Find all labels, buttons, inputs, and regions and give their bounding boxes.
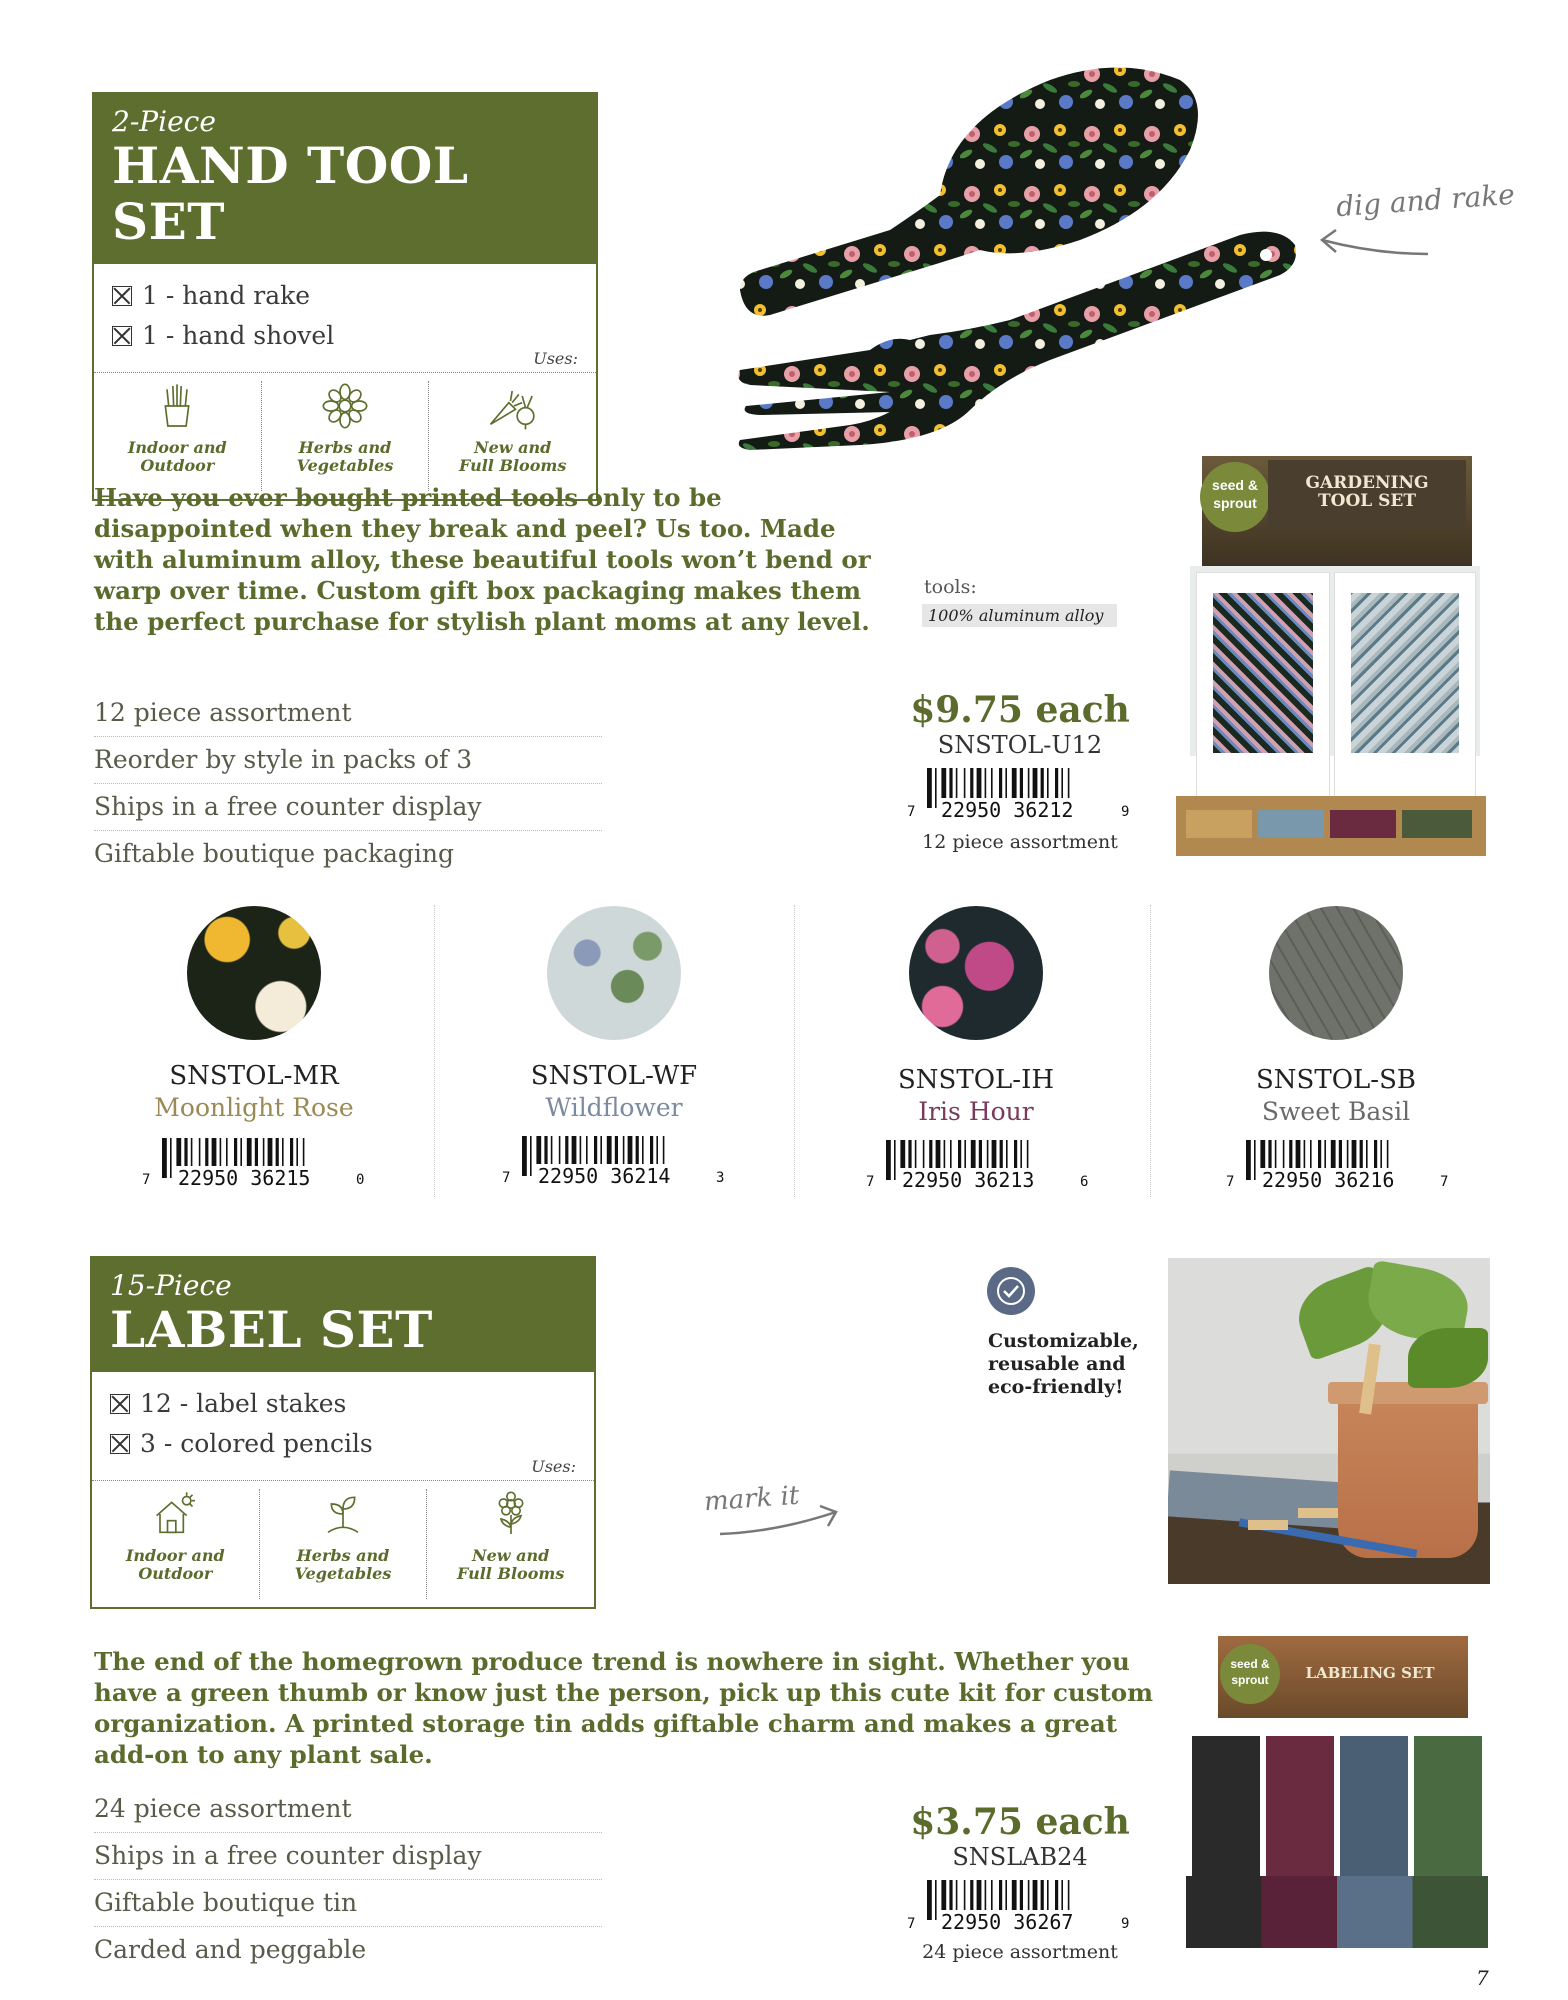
hand-tool-contents bbox=[94, 264, 596, 372]
hand-tool-header bbox=[94, 94, 596, 264]
use-herbs-vegetables: Herbs and Vegetables bbox=[262, 381, 430, 491]
hand-tool-title: HAND TOOL SET bbox=[112, 136, 469, 251]
seed-sprout-logo: seed & sprout bbox=[1200, 462, 1270, 532]
uses-row bbox=[94, 372, 596, 499]
feature-item: Giftable boutique tin bbox=[94, 1880, 602, 1927]
barcode: 7 22950 36213 6 bbox=[864, 1140, 1094, 1190]
label-set-contents bbox=[92, 1372, 594, 1480]
contents-item: 1 - hand rake bbox=[112, 276, 578, 316]
contents-item: 12 - label stakes bbox=[110, 1384, 576, 1424]
swatch-iris-hour bbox=[826, 906, 1126, 1128]
feature-item: 24 piece assortment bbox=[94, 1786, 602, 1833]
plant-label-photo bbox=[1168, 1258, 1490, 1584]
swatch-moonlight-rose bbox=[104, 906, 404, 1124]
label-set-features bbox=[94, 1786, 602, 1973]
swatch-sku: SNSTOL-WF bbox=[530, 1061, 698, 1091]
uses-label: Uses: bbox=[531, 1457, 576, 1476]
label-set-pieces: 15-Piece bbox=[110, 1269, 232, 1302]
display-title-2: TOOL SET bbox=[1317, 491, 1417, 511]
hand-tool-pieces: 2-Piece bbox=[112, 105, 216, 138]
label-set-box bbox=[90, 1256, 596, 1609]
flower-icon bbox=[315, 381, 375, 431]
arrow-left-icon bbox=[1316, 226, 1432, 266]
divider bbox=[434, 905, 435, 1197]
use-new-full-blooms: New and Full Blooms bbox=[427, 1489, 594, 1599]
checkbox-icon bbox=[110, 1394, 130, 1414]
feature-item: Reorder by style in packs of 3 bbox=[94, 737, 602, 784]
price: $3.75 each bbox=[910, 1801, 1130, 1843]
swatch-wildflower bbox=[464, 906, 764, 1124]
swatch-sku: SNSTOL-MR bbox=[169, 1061, 339, 1091]
house-sun-icon bbox=[145, 1489, 205, 1539]
tools-value-tag: 100% aluminum alloy bbox=[922, 604, 1117, 627]
divider bbox=[1150, 905, 1151, 1197]
checkbox-icon bbox=[112, 286, 132, 306]
feature-item: Ships in a free counter display bbox=[94, 784, 602, 831]
contents-item: 1 - hand shovel bbox=[112, 316, 578, 356]
swatch-sweet-basil bbox=[1186, 906, 1486, 1128]
tools-label: tools: bbox=[924, 576, 977, 598]
assortment-note: 12 piece assortment bbox=[922, 831, 1118, 853]
hand-tool-features bbox=[94, 690, 602, 877]
dig-and-rake-annotation: dig and rake bbox=[1335, 177, 1516, 224]
use-herbs-vegetables: Herbs and Vegetables bbox=[260, 1489, 428, 1599]
uses-label: Uses: bbox=[533, 349, 578, 368]
use-indoor-outdoor: Indoor and Outdoor bbox=[92, 1489, 260, 1599]
labeling-display-photo bbox=[1176, 1636, 1488, 1948]
divider bbox=[794, 905, 795, 1197]
hand-tool-set-box bbox=[92, 92, 598, 501]
checkbox-icon bbox=[112, 326, 132, 346]
swatch-name: Moonlight Rose bbox=[154, 1093, 354, 1122]
display-title: LABELING SET bbox=[1305, 1664, 1435, 1682]
swatch-sku: SNSTOL-IH bbox=[897, 1065, 1055, 1095]
sku: SNSLAB24 bbox=[952, 1843, 1088, 1871]
label-set-header bbox=[92, 1258, 594, 1372]
sku: SNSTOL-U12 bbox=[937, 731, 1103, 759]
pattern-swatch bbox=[547, 906, 681, 1040]
label-set-description: The end of the homegrown produce trend is nowhere in sight. Whether you have a green thumb or know just the person, pick up this cute kit for custom organization. A printed storage tin adds giftable charm and makes a great add-on to any plant sale. bbox=[94, 1647, 1154, 1769]
swatch-name: Iris Hour bbox=[918, 1097, 1034, 1126]
checkbox-icon bbox=[110, 1434, 130, 1454]
carrot-radish-icon bbox=[483, 381, 543, 431]
barcode: 7 22950 36267 9 bbox=[905, 1880, 1135, 1936]
hand-tool-price-block bbox=[900, 690, 1140, 854]
plant-pot-icon bbox=[147, 381, 207, 431]
feature-item: Giftable boutique packaging bbox=[94, 839, 455, 868]
uses-row bbox=[92, 1480, 594, 1607]
contents-item: 3 - colored pencils bbox=[110, 1424, 576, 1464]
use-indoor-outdoor: Indoor and Outdoor bbox=[94, 381, 262, 491]
price: $9.75 each bbox=[910, 689, 1130, 731]
swatch-sku: SNSTOL-SB bbox=[1256, 1065, 1416, 1095]
arrow-right-icon bbox=[716, 1500, 846, 1540]
swatch-name: Wildflower bbox=[545, 1093, 683, 1122]
assortment-note: 24 piece assortment bbox=[922, 1941, 1118, 1963]
use-new-full-blooms: New and Full Blooms bbox=[429, 381, 596, 491]
hand-tool-description: Have you ever bought printed tools only to be disappointed when they break and peel? Us too. Made with aluminum alloy, these beautiful tools won’t bend or warp over time. Custom gift box packaging makes them the perfect purchase for stylish plant moms at any level. bbox=[94, 483, 871, 636]
display-title-1: GARDENING bbox=[1305, 473, 1429, 493]
mark-it-annotation: mark it bbox=[703, 1480, 801, 1518]
barcode: 7 22950 36216 7 bbox=[1224, 1140, 1454, 1190]
label-set-price-block bbox=[900, 1802, 1140, 1964]
sprout-icon bbox=[313, 1489, 373, 1539]
blossom-icon bbox=[481, 1489, 541, 1539]
feature-item: Carded and peggable bbox=[94, 1935, 367, 1964]
swatch-name: Sweet Basil bbox=[1261, 1097, 1411, 1126]
feature-item: 12 piece assortment bbox=[94, 690, 602, 737]
barcode: 7 22950 36212 9 bbox=[905, 768, 1135, 826]
pattern-swatch bbox=[1269, 906, 1403, 1040]
seed-sprout-logo: seed & sprout bbox=[1220, 1644, 1280, 1704]
eco-text: Customizable, reusable and eco-friendly! bbox=[988, 1330, 1139, 1398]
pattern-swatch bbox=[187, 906, 321, 1040]
page-number: 7 bbox=[1476, 1966, 1489, 1990]
recycle-icon bbox=[986, 1266, 1036, 1316]
label-set-title: LABEL SET bbox=[110, 1300, 433, 1359]
gardening-display-photo bbox=[1176, 456, 1486, 856]
pattern-swatch bbox=[909, 906, 1043, 1040]
barcode: 7 22950 36214 3 bbox=[500, 1136, 730, 1186]
barcode: 7 22950 36215 0 bbox=[140, 1138, 370, 1188]
feature-item: Ships in a free counter display bbox=[94, 1833, 602, 1880]
